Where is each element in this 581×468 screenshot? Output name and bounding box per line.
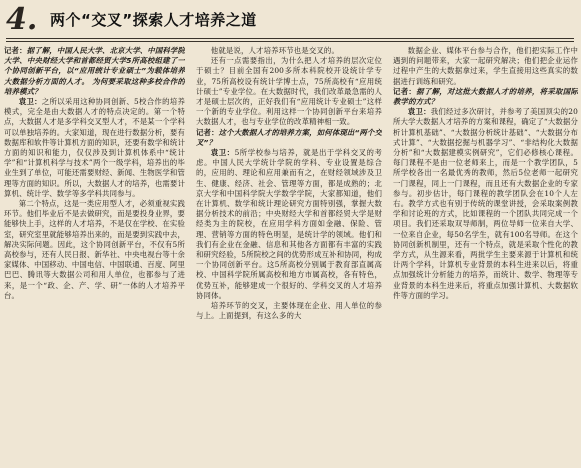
interview-answer bbox=[4, 199, 185, 301]
interview-answer bbox=[4, 97, 185, 199]
speaker-label: 记者： bbox=[4, 46, 27, 55]
answer-text: 还有一点需要指出，为什么把人才培养的层次定位于硕士？目前全国有200多所本科院校开设统计学专业，75所高校设有统计学博士点，75所高校有“应用统计硕士”专业学位。在大数据时代，我们改革最急需的人才是硕士层次的，正好我们有“应用统计专业硕士”这样一个新的专业学位。利用这样一个协同创新平台来培养大数据人才，也与专业学位的改革精神相一致。 bbox=[196, 56, 382, 127]
interview-answer bbox=[196, 148, 382, 301]
interview-answer bbox=[196, 301, 382, 321]
question-text: 据了解，中国人民大学、北京大学、中国科学院大学、中央财经大学和首都经贸大学5所高校组建了一个协同创新平台，以“应用统计专业硕士”为载体培养大数据分析方面的人才。 为何要采取这种多校合作的培养模式？ bbox=[4, 46, 185, 96]
speaker-label: 袁卫： bbox=[18, 97, 42, 107]
speaker-label: 袁卫： bbox=[407, 107, 431, 117]
speaker-label: 记者： bbox=[196, 127, 219, 137]
interview-answer bbox=[393, 107, 578, 301]
article-heading bbox=[6, 4, 574, 36]
text-column-3 bbox=[393, 46, 578, 464]
title-rule-top bbox=[6, 38, 574, 39]
speaker-label: 袁卫： bbox=[210, 148, 235, 158]
question-text: 这个大数据人才的培养方案，如何体现出“两个交叉”？ bbox=[196, 127, 382, 147]
answer-text: 他就是说，人才培养环节也是交叉的。 bbox=[210, 46, 339, 55]
answer-text: 第二个特点，这是一类应用型人才，必须重视实践环节。他们毕业后不是去做研究，而是要投身业界，要能够快上手，这样的人才培养，不是仅在学校、在实验室，研究室里就能够培养出来的，而是要到实践中去，解决实际问题。因此，这个协同创新平台，不仅有5所高校参与，还有人民日报、新华社、中央电视台等十余家媒体、中国移动、中国电信、中国联通、百度、阿里巴巴、腾讯等大数据公司和用人单位，也都参与了进来，是一个“政、企、产、学、研”一体的人才培养平台。 bbox=[4, 199, 185, 300]
interview-question bbox=[393, 87, 578, 107]
title-rule-bottom bbox=[6, 41, 574, 42]
answer-text: 之所以采用这种协同创新、5校合作的培养模式，完全是由大数据人才的特点决定的。第一个特点，大数据人才是多学科交叉型人才，不是某一个学科可以单独培养的。大家知道，现在进行数据分析，要有数据库和软件等计算机方面的知识，还要有数学和统计方面的知识和能力，仅仅涉及到计算机体系中“统计学”和“计算机科学与技术”两个一级学科，培养出的毕业生到了单位，可能还需要财经、新闻、生物医学和管理等方面的知识。所以，大数据人才的培养，也需要计算机、统计学、数学等多学科共同参与。 bbox=[4, 97, 185, 198]
text-column-2 bbox=[196, 46, 382, 464]
interview-answer bbox=[196, 46, 382, 56]
interview-question bbox=[196, 128, 382, 148]
answer-text: 5所学校参与培养，就是出于学科交叉的考虑。中国人民大学统计学院的学科、专业设置是综合的，应用的、理论和应用兼而有之，在财经领域涉及卫生、健康、经济、社会、管理等方面，都是成熟的；北京大学和中国科学院大学数学学院，大家都知道，他们在计算机、数学和统计理论研究方面特别强，掌握大数据分析技术的前沿；中央财经大学和首都经贸大学是财经类为主的院校，在应用学科方面如金融、保险、管理、营销等方面的特色明显，是统计学的领域。他们和我们有企业在金融、信息和其他各方面都有丰富的实践和研究经验，5所院校之间的优势形成互补和协同，构成一个协同创新平台。这5所高校分别属于教育部直属高校、中国科学院所属高校和地方市属高校，各有特色，优势互补，能够建成一个很好的、学科交叉的人才培养协同体。 bbox=[196, 148, 382, 300]
interview-answer bbox=[393, 46, 578, 87]
answer-text: 数据企业、媒体平台参与合作，他们把实际工作中遇到的问题带来，大家一起研究解决；他们把企业运作过程中产生的大数据拿过来，学生直接用这些真实的数据进行训练和研究。 bbox=[393, 46, 578, 86]
answer-text: 我们经过多次研讨，并参考了美国顶尖的20所大学大数据人才培养的方案和课程，确定了“大数据分析计算机基础”、“大数据分析统计基础”、“大数据分布式计算”、“大数据挖掘与机器学习”、“非结构化大数据分析”和“大数据建模实例研究”，它们必修核心课程。每门课程不是由一位老师来上，而是一个教学团队，5所学校各出一名最优秀的教师，然后5位老师一起研究一门课程，同上一门课程，而且还有大数据企业的专家参与。初步估计，每门课程的教学团队会在10个人左右。教学方式也有别于传统的课堂讲授，会采取案例教学和讨论班的方式，比如课程的一个团队共同完成一个项目。我们还采取双导师制，两位导师一位来自大学、一位来自企业，每50名学生，就有100名导师。在这个协同创新机制里，还有一个特点，就是采取个性化的教学方式，从生源来看，两批学生主要来源于计算机和统计两个学科，计算机专业背景的本科生进来以后，将重点加强统计分析能力的培养，而统计、数学、物理等专业背景的本科生进来后，将重点加强计算机、大数据软件等方面的学习。 bbox=[393, 107, 578, 300]
question-text: 据了解，对这批大数据人才的培养，将采取国际教学的方式？ bbox=[393, 86, 578, 107]
interview-question bbox=[4, 46, 185, 97]
speaker-label: 记者： bbox=[393, 86, 417, 96]
interview-answer bbox=[196, 56, 382, 127]
text-column-1 bbox=[4, 46, 185, 464]
article-title: 两个“交叉”探索人才培养之道 bbox=[50, 11, 257, 29]
answer-text: 培养环节的交叉，主要体现在企业、用人单位的参与上。上面提到，有这么多的大 bbox=[196, 301, 382, 321]
article-number: 4. bbox=[6, 2, 38, 37]
